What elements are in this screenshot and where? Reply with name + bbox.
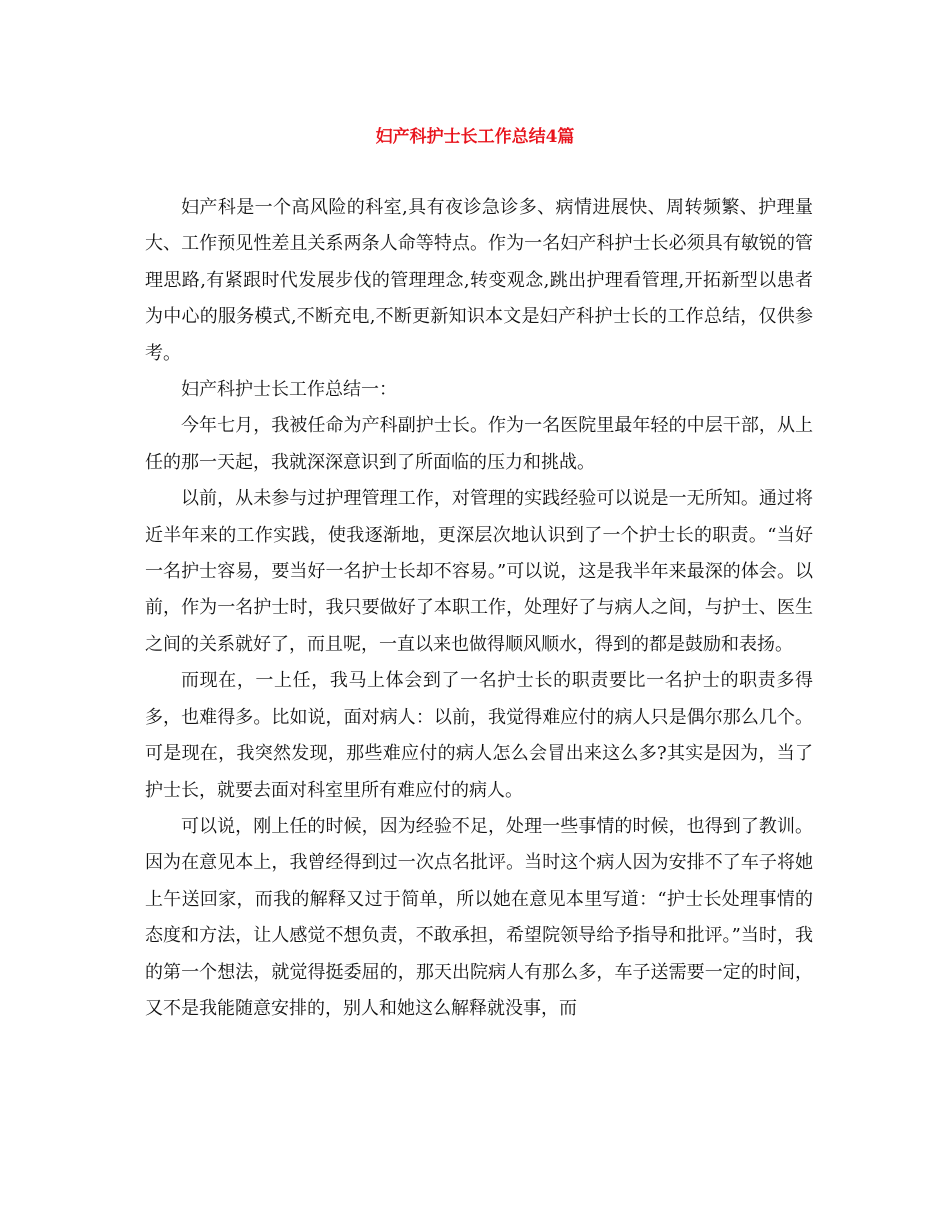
document-body <box>145 190 813 1027</box>
paragraph-intro: 妇产科是一个高风险的科室,具有夜诊急诊多、病情进展快、周转频繁、护理量大、工作预见性差且关系两条人命等特点。作为一名妇产科护士长必须具有敏锐的管理思路,有紧跟时代发展步伐的管理理念,转变观念,跳出护理看管理,开拓新型以患者为中心的服务模式,不断充电,不断更新知识本文是妇产科护士长的工作总结，仅供参考。 <box>145 197 813 364</box>
document-title: 妇产科护士长工作总结4篇 <box>375 127 575 147</box>
paragraph: 以前，从未参与过护理管理工作，对管理的实践经验可以说是一无所知。通过将近半年来的工作实践，使我逐渐地，更深层次地认识到了一个护士长的职责。“当好一名护士容易，要当好一名护士长却不容易。”可以说，这是我半年来最深的体会。以前，作为一名护士时，我只要做好了本职工作，处理好了与病人之间，与护士、医生之间的关系就好了，而且呢，一直以来也做得顺风顺水，得到的都是鼓励和表扬。 <box>145 488 813 655</box>
section-heading-one: 妇产科护士长工作总结一： <box>181 379 397 401</box>
paragraph: 可以说，刚上任的时候，因为经验不足，处理一些事情的时候，也得到了教训。因为在意见本上，我曾经得到过一次点名批评。当时这个病人因为安排不了车子将她上午送回家，而我的解释又过于简单，所以她在意见本里写道：“护士长处理事情的态度和方法，让人感觉不想负责，不敢承担，希望院领导给予指导和批评。”当时，我的第一个想法，就觉得挺委屈的，那天出院病人有那么多，车子送需要一定的时间，又不是我能随意安排的，别人和她这么解释就没事，而 <box>145 815 813 1019</box>
paragraph: 今年七月，我被任命为产科副护士长。作为一名医院里最年轻的中层干部，从上任的那一天起，我就深深意识到了所面临的压力和挑战。 <box>145 415 813 473</box>
paragraph: 而现在，一上任，我马上体会到了一名护士长的职责要比一名护士的职责多得多，也难得多。比如说，面对病人：以前，我觉得难应付的病人只是偶尔那么几个。可是现在，我突然发现，那些难应付的病人怎么会冒出来这么多?其实是因为，当了护士长，就要去面对科室里所有难应付的病人。 <box>145 670 813 801</box>
